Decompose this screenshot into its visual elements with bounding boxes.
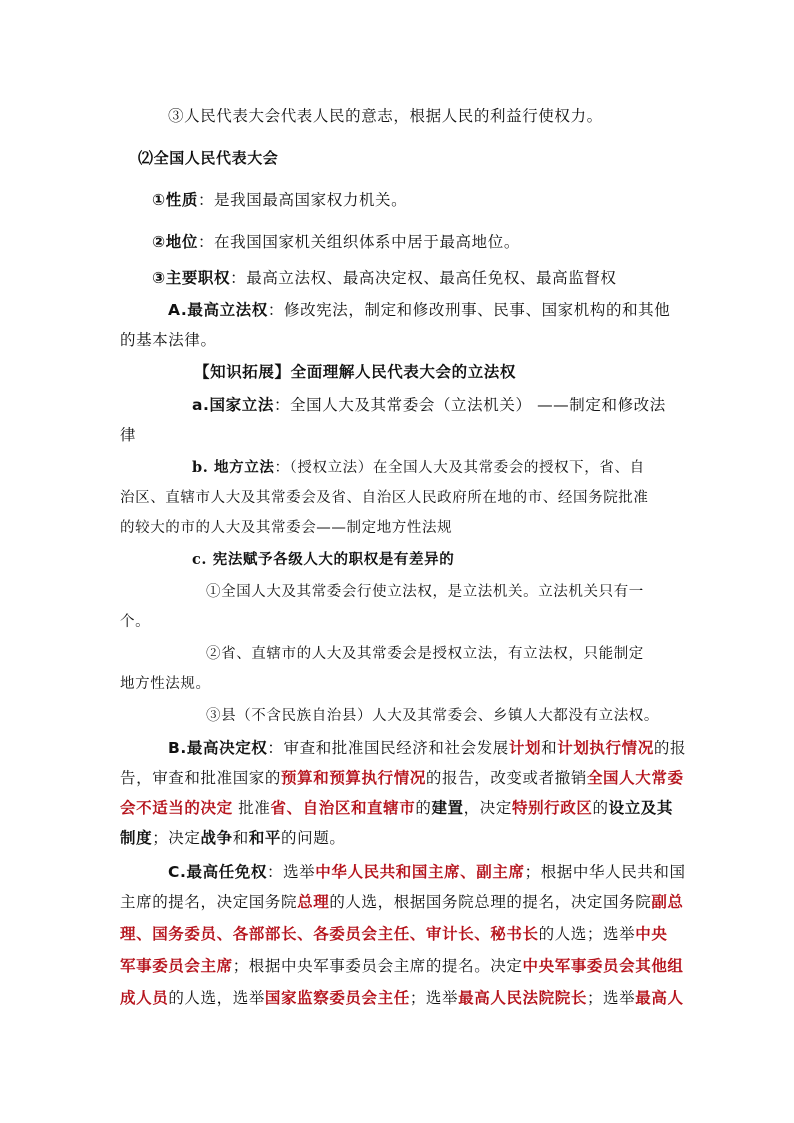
decision-establish: 建置 bbox=[431, 798, 464, 817]
appointment-nsc-director: 国家监察委员会主任 bbox=[264, 988, 410, 1007]
appointment-line-4 bbox=[120, 956, 684, 976]
decision-seg-7: 的报告，改变或者撤销 bbox=[425, 769, 587, 787]
decision-improper: 会不适当的决定 bbox=[120, 798, 233, 817]
decision-seg-23: 的问题。 bbox=[281, 829, 346, 847]
status-label: ②地位 bbox=[152, 233, 198, 251]
differ-item-1-line-2: 个。 bbox=[120, 614, 151, 630]
appointment-cmc-members-2: 成人员 bbox=[120, 988, 169, 1007]
appointment-premier: 总理 bbox=[297, 892, 330, 911]
appointment-seg-8: 的人选；选举 bbox=[538, 925, 636, 943]
powers-line bbox=[152, 268, 617, 288]
appointment-line-5 bbox=[120, 988, 684, 1008]
differ-item-2-line-1: ②省、直辖市的人大及其常委会是授权立法，有立法权，只能制定 bbox=[206, 646, 644, 662]
appointment-seg-2: ；根据中华人民共和国 bbox=[524, 863, 686, 881]
extension-title: 【知识拓展】全面理解人民代表大会的立法权 bbox=[194, 363, 517, 381]
decision-seg-12: 的 bbox=[415, 799, 432, 817]
decision-seg-5: 告，审查和批准国家的 bbox=[120, 769, 282, 787]
decision-line-1 bbox=[168, 738, 686, 758]
decision-setup: 设立及其 bbox=[608, 798, 673, 817]
appointment-line-1 bbox=[168, 862, 686, 882]
appointment-label: C.最高任免权 bbox=[168, 863, 267, 881]
decision-npcsc: 全国人大常委 bbox=[586, 768, 684, 787]
decision-seg-2: 和 bbox=[541, 739, 558, 757]
nature-text: ：是我国最高国家权力机关。 bbox=[197, 191, 408, 209]
decision-seg-19: ；决定 bbox=[152, 829, 201, 847]
national-line-1 bbox=[192, 395, 666, 415]
appointment-seg-0: ：选举 bbox=[266, 863, 316, 881]
local-line-1 bbox=[192, 458, 645, 478]
decision-seg-14: ，决定 bbox=[463, 799, 512, 817]
intro-line: ③人民代表大会代表人民的意志，根据人民的利益行使权力。 bbox=[168, 107, 603, 125]
nature-label: ①性质 bbox=[152, 191, 198, 209]
local-line-3: 的较大的市的人大及其常委会——制定地方性法规 bbox=[120, 520, 453, 536]
legislative-label: A.最高立法权 bbox=[168, 301, 268, 319]
appointment-cmc-members: 中央军事委员会其他组 bbox=[522, 956, 684, 975]
legislative-text-1: ：修改宪法，制定和修改刑事、民事、国家机构的和其他 bbox=[267, 301, 671, 319]
differ-item-2-line-2: 地方性法规。 bbox=[120, 676, 211, 692]
decision-seg-4: 的报 bbox=[653, 739, 687, 757]
decision-seg-10: 批准 bbox=[232, 799, 271, 817]
appointment-court-president: 最高人民法院院长 bbox=[458, 988, 587, 1007]
decision-war: 战争 bbox=[200, 828, 233, 847]
appointment-vice-premier: 副总 bbox=[651, 892, 684, 911]
local-label: b. 地方立法 bbox=[192, 459, 275, 476]
national-text-1: ：全国人大及其常委会（立法机关） ——制定和修改法 bbox=[273, 396, 666, 414]
appointment-seg-5: 的人选，根据国务院总理的提名，决定国务院 bbox=[329, 893, 652, 911]
differ-title: c. 宪法赋予各级人大的职权是有差异的 bbox=[192, 551, 455, 568]
powers-text: ：最高立法权、最高决定权、最高任免权、最高监督权 bbox=[230, 269, 617, 287]
national-line-2: 律 bbox=[120, 426, 137, 444]
decision-plan-execution: 计划执行情况 bbox=[557, 738, 654, 757]
local-text-1: ：（授权立法）在全国人大及其常委会的授权下，省、自 bbox=[274, 460, 645, 476]
appointment-seg-3: 主席的提名，决定国务院 bbox=[120, 893, 298, 911]
decision-line-2 bbox=[120, 768, 684, 788]
appointment-cmc-chair: 军事委员会主席 bbox=[120, 956, 233, 975]
decision-seg-21: 和 bbox=[232, 829, 249, 847]
nature-line bbox=[152, 190, 407, 210]
appointment-cmc: 中央 bbox=[635, 924, 668, 943]
appointment-seg-16: ；选举 bbox=[409, 989, 459, 1007]
legislative-line-2: 的基本法律。 bbox=[120, 331, 217, 349]
differ-item-1-line-1: ①全国人大及其常委会行使立法权，是立法机关。立法机关只有一 bbox=[206, 584, 644, 600]
decision-plan: 计划 bbox=[508, 738, 542, 757]
appointment-seg-11: ；根据中央军事委员会主席的提名。决定 bbox=[232, 957, 523, 975]
status-line bbox=[152, 232, 520, 252]
national-label: a.国家立法 bbox=[192, 396, 274, 414]
decision-system: 制度 bbox=[120, 828, 153, 847]
section-title: ⑵全国人民代表大会 bbox=[138, 149, 279, 167]
decision-peace: 和平 bbox=[248, 828, 282, 847]
appointment-president: 中华人民共和国主席、副主席 bbox=[315, 862, 525, 881]
decision-line-4 bbox=[120, 828, 345, 848]
powers-label: ③主要职权 bbox=[152, 269, 231, 287]
decision-seg-16: 的 bbox=[592, 799, 609, 817]
legislative-line-1 bbox=[168, 300, 670, 320]
appointment-line-2 bbox=[120, 892, 684, 912]
status-text: ：在我国国家机关组织体系中居于最高地位。 bbox=[197, 233, 520, 251]
decision-line-3 bbox=[120, 798, 673, 818]
decision-provinces: 省、自治区和直辖市 bbox=[270, 798, 416, 817]
appointment-ministers: 理、国务委员、各部部长、各委员会主任、审计长、秘书长 bbox=[120, 924, 539, 943]
appointment-seg-14: 的人选，选举 bbox=[168, 989, 265, 1007]
local-line-2: 治区、直辖市人大及其常委会及省、自治区人民政府所在地的市、经国务院批准 bbox=[120, 490, 649, 506]
decision-budget: 预算和预算执行情况 bbox=[281, 768, 426, 787]
decision-seg-0: ：审查和批准国民经济和社会发展 bbox=[267, 739, 509, 757]
appointment-seg-18: ；选举 bbox=[586, 989, 636, 1007]
decision-label: B.最高决定权 bbox=[168, 739, 268, 757]
decision-sar: 特别行政区 bbox=[511, 798, 593, 817]
appointment-procurator: 最高人 bbox=[635, 988, 684, 1007]
appointment-line-3 bbox=[120, 924, 667, 944]
differ-item-3: ③县（不含民族自治县）人大及其常委会、乡镇人大都没有立法权。 bbox=[206, 708, 659, 724]
